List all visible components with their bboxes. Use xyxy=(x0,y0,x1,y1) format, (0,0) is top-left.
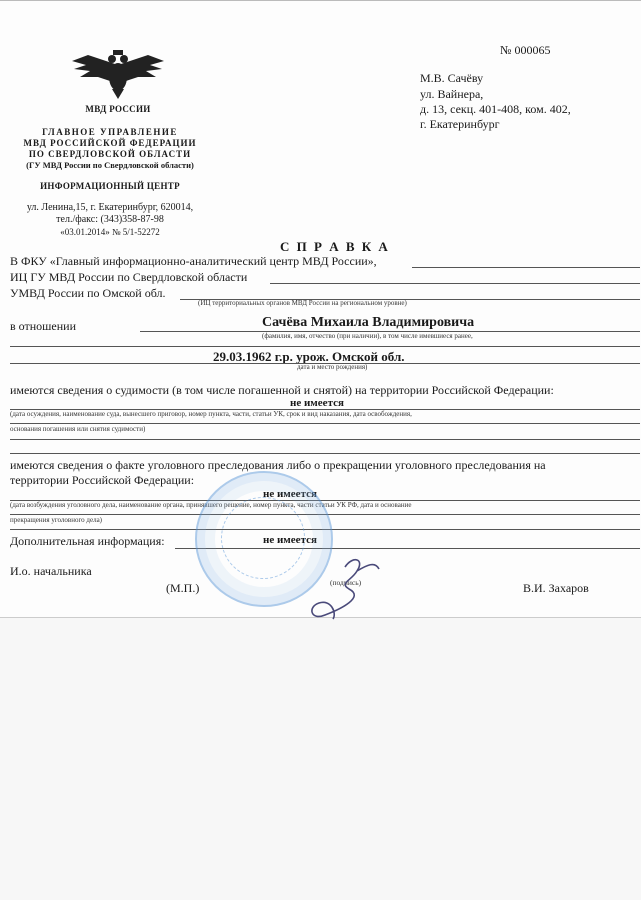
eagle-emblem-icon xyxy=(68,47,168,101)
org-address: ул. Ленина,15, г. Екатеринбург, 620014, xyxy=(26,202,194,213)
subject-name-caption: (фамилия, имя, отчество (при наличии), в том числе имевшиеся ранее, xyxy=(262,332,473,340)
dept-line-3: ПО СВЕРДЛОВСКОЙ ОБЛАСТИ xyxy=(28,149,192,159)
to-line-1-rule xyxy=(412,267,640,268)
recipient-name: М.В. Сачёву xyxy=(420,71,484,85)
prosecution-caption-2: прекращения уголовного дела) xyxy=(10,516,103,524)
recipient-building: д. 13, секц. 401-408, ком. 402, xyxy=(420,102,571,116)
dept-line-1: ГЛАВНОЕ УПРАВЛЕНИЕ xyxy=(42,127,178,137)
conviction-end-rule xyxy=(10,439,640,440)
prosecution-text-1: имеются сведения о факте уголовного преследования либо о прекращении уголовного преследования на xyxy=(10,458,546,472)
subject-blank-rule xyxy=(10,346,640,347)
subject-name: Сачёва Михаила Владимировича xyxy=(262,315,475,330)
prosecution-value: не имеется xyxy=(263,488,317,500)
to-line-3: УМВД России по Омской обл. xyxy=(10,286,166,300)
org-short: МВД РОССИИ xyxy=(85,104,151,114)
recipient-street: ул. Вайнера, xyxy=(420,87,484,101)
dept-line-4: (ГУ МВД России по Свердловской области) xyxy=(26,160,194,170)
document-number: № 000065 xyxy=(500,43,551,57)
dept-line-2: МВД РОССИЙСКОЙ ФЕДЕРАЦИИ xyxy=(23,138,197,148)
subject-birth-caption: дата и место рождения) xyxy=(297,363,368,371)
stamp-place: (М.П.) xyxy=(166,581,200,595)
conviction-value: не имеется xyxy=(290,397,344,409)
document-title: С П Р А В К А xyxy=(280,239,390,254)
subject-birth: 29.03.1962 г.р. урож. Омской обл. xyxy=(213,349,405,364)
additional-value: не имеется xyxy=(263,534,317,546)
info-center: ИНФОРМАЦИОННЫЙ ЦЕНТР xyxy=(40,181,180,191)
prosecution-text-2: территории Российской Федерации: xyxy=(10,473,195,487)
conviction-blank-rule xyxy=(10,423,640,424)
signatory-position: И.о. начальника xyxy=(10,564,92,578)
signature-caption: (подпись) xyxy=(330,578,362,587)
subject-label: в отношении xyxy=(10,319,77,333)
additional-label: Дополнительная информация: xyxy=(10,534,165,548)
prosecution-caption-1: (дата возбуждения уголовного дела, наименование органа, принявшего решение, номер пункта, части статьи УК РФ, дата и основание xyxy=(10,501,412,509)
conviction-end-rule-2 xyxy=(10,453,640,454)
recipient-city: г. Екатеринбург xyxy=(420,117,500,131)
to-line-2-rule xyxy=(270,283,640,284)
date-reference: «03.01.2014» № 5/1-52272 xyxy=(60,227,160,237)
to-line-1: В ФКУ «Главный информационно-аналитический центр МВД России», xyxy=(10,254,377,268)
conviction-text: имеются сведения о судимости (в том числе погашенной и снятой) на территории Российской Федерации: xyxy=(10,383,554,397)
org-phone: тел./факс: (343)358-87-98 xyxy=(56,214,164,225)
to-caption: (ИЦ территориальных органов МВД России на региональном уровне) xyxy=(198,299,407,307)
conviction-caption-2: основания погашения или снятия судимости) xyxy=(10,425,146,433)
to-line-2: ИЦ ГУ МВД России по Свердловской области xyxy=(10,270,248,284)
conviction-caption-1: (дата осуждения, наименование суда, вынесшего приговор, номер пункта, части, статьи УК, срок и вид наказания, дата освобождения, xyxy=(10,410,412,418)
signer-name: В.И. Захаров xyxy=(523,581,589,595)
signature-scribble xyxy=(305,553,385,623)
